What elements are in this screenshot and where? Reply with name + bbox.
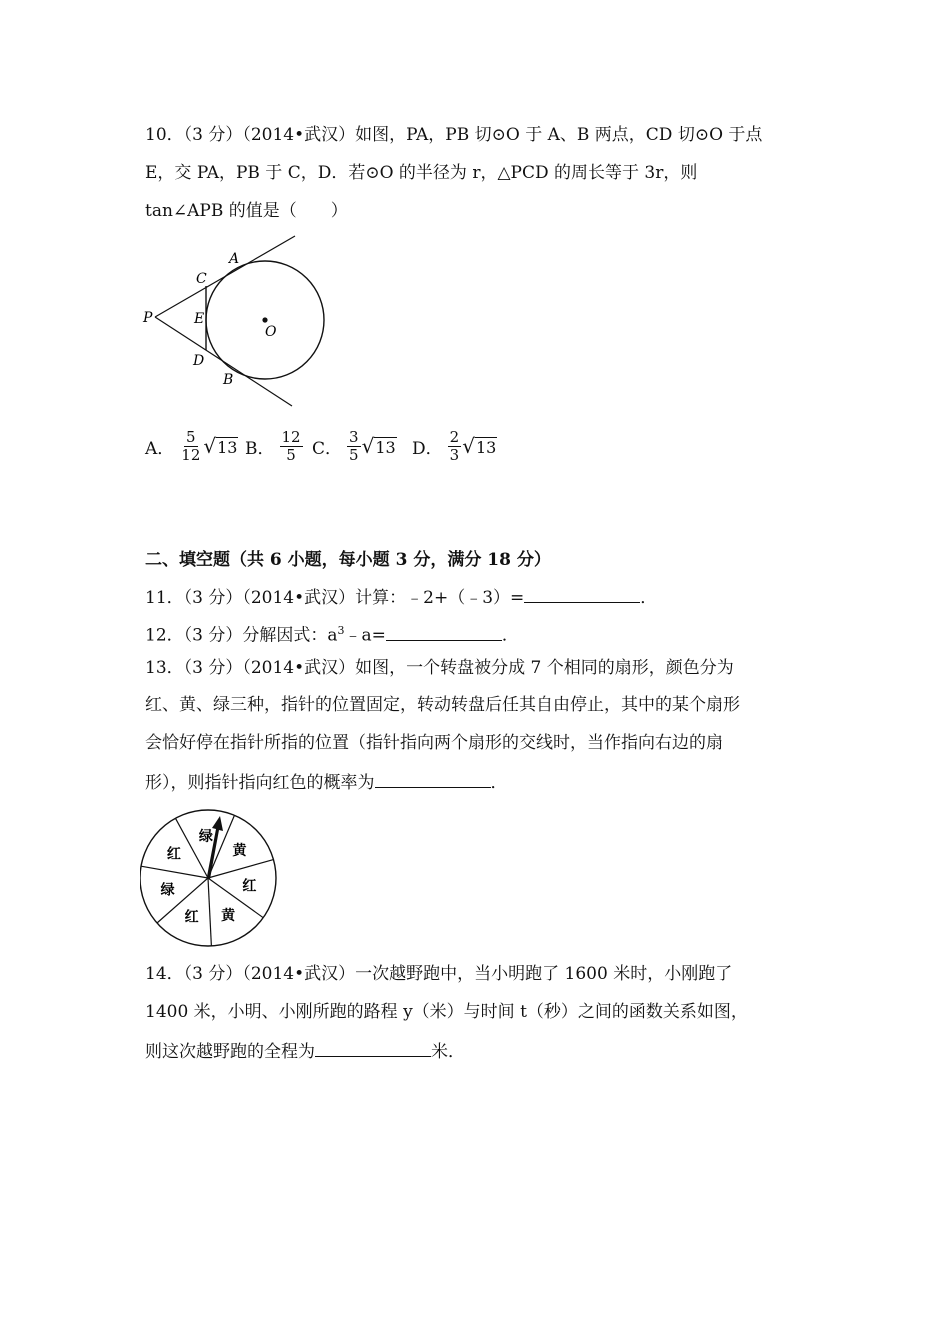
option-a-label: A．	[145, 438, 175, 459]
option-d-fraction: $\frac{2}{3}$	[449, 427, 460, 464]
option-c[interactable]	[312, 424, 397, 468]
option-d-label: D．	[412, 438, 443, 459]
q13-line-4: 形），则指针指向红色的概率为 ．	[145, 769, 508, 795]
option-c-sqrt: √ 13	[361, 433, 396, 458]
q13-answer-blank[interactable]	[375, 769, 491, 788]
spinner-divider	[141, 866, 208, 878]
q12-answer-blank[interactable]	[386, 622, 502, 641]
spinner-divider	[208, 860, 273, 878]
q14-line-3: 则这次越野跑的全程为 米．	[145, 1038, 465, 1064]
label-c: C	[196, 271, 207, 287]
q14-line-2: 1400 米，小明、小刚所跑的路程 y（米）与时间 t（秒）之间的函数关系如图，	[145, 1002, 748, 1022]
option-b-fraction: $\frac{12}{5}$	[281, 427, 301, 464]
q10-line-3: tan∠APB 的值是（ ）	[145, 201, 348, 221]
option-a[interactable]	[145, 424, 238, 468]
spinner-figure	[140, 804, 290, 950]
option-c-label: C．	[312, 438, 343, 459]
center-dot	[262, 317, 267, 322]
q11-answer-blank[interactable]	[524, 584, 640, 603]
option-d-sqrt: √ 13	[462, 433, 497, 458]
label-e: E	[194, 311, 205, 327]
spinner-sector-label: 黄	[221, 907, 236, 924]
q14-answer-blank[interactable]	[315, 1038, 431, 1057]
spinner-sector-label: 红	[166, 846, 181, 863]
label-o: O	[265, 324, 277, 340]
q10-line-1: 10．（3 分）（2014•武汉）如图，PA，PB 切⊙O 于 A、B 两点，CD 切⊙O 于点	[145, 125, 763, 145]
option-b-label: B．	[245, 438, 275, 459]
spinner-sector-label: 红	[184, 909, 199, 926]
q13-line-3: 会恰好停在指针所指的位置（指针指向两个扇形的交线时，当作指向右边的扇	[145, 733, 723, 753]
q12-line: 12．（3 分）分解因式：$a^3﹣a=$ ．	[145, 619, 519, 648]
option-d[interactable]	[412, 424, 497, 468]
spinner-sector-label: 绿	[160, 882, 175, 899]
label-b: B	[223, 372, 234, 388]
q10-line-2: E，交 PA，PB 于 C，D．若⊙O 的半径为 r，△PCD 的周长等于 3r，则	[145, 163, 698, 183]
tangent-circle-figure	[135, 228, 335, 418]
tangent-pa	[155, 236, 295, 317]
q13-line-2: 红、黄、绿三种，指针的位置固定，转动转盘后任其自由停止，其中的某个扇形	[145, 695, 740, 715]
option-a-fraction: $\frac{5}{12}$	[181, 427, 201, 464]
q13-line-1: 13．（3 分）（2014•武汉）如图，一个转盘被分成 7 个相同的扇形，颜色分为	[145, 658, 734, 678]
option-a-sqrt: √ 13	[203, 433, 238, 458]
label-d: D	[193, 353, 205, 369]
option-c-fraction: $\frac{3}{5}$	[349, 427, 359, 464]
option-b[interactable]	[245, 424, 304, 468]
spinner-sector-label: 绿	[198, 829, 213, 846]
q14-line-1: 14．（3 分）（2014•武汉）一次越野跑中，当小明跑了 1600 米时，小刚跑了	[145, 964, 733, 984]
section-title: 二、填空题（共 6 小题，每小题 3 分，满分 18 分）	[145, 550, 551, 570]
spinner-sector-label: 红	[242, 878, 257, 895]
label-a: A	[229, 251, 240, 267]
label-p: P	[143, 310, 153, 326]
q11-line: 11．（3 分）（2014•武汉）计算：﹣2+（﹣3）= ．	[145, 584, 657, 610]
spinner-divider	[208, 878, 211, 946]
spinner-sector-label: 黄	[232, 843, 247, 860]
